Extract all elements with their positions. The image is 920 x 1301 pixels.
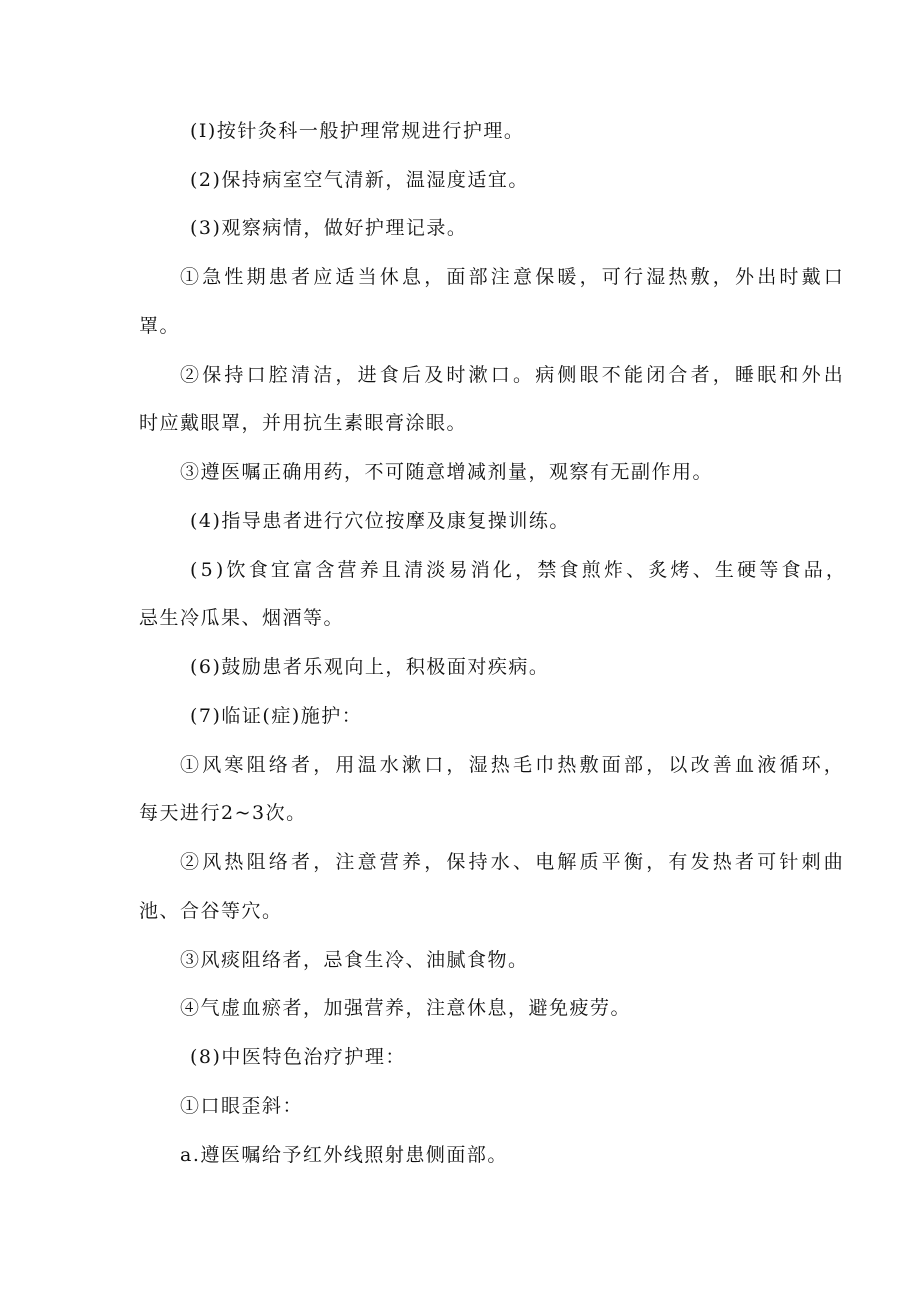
paragraph-line: 忌生冷瓜果、烟酒等。 [139,607,345,629]
paragraph-line: 每天进行2~3次。 [139,802,307,824]
paragraph-line: ①急性期患者应适当休息，面部注意保暖，可行湿热敷，外出时戴口 [180,266,847,288]
paragraph-line: (8)中医特色治疗护理： [190,1046,406,1068]
paragraph-line: ①风寒阻络者，用温水漱口，湿热毛巾热敷面部，以改善血液循环， [180,754,847,776]
paragraph-line: ③风痰阻络者，忌食生冷、油腻食物。 [180,949,529,971]
paragraph-line: (3)观察病情，做好护理记录。 [190,217,468,239]
paragraph-line: ①口眼歪斜： [180,1095,304,1117]
paragraph-line: (5)饮食宜富含营养且清淡易消化，禁食煎炸、炙烤、生硬等食品， [190,559,849,581]
paragraph-line: 罩。 [139,315,181,337]
paragraph-line: (6)鼓励患者乐观向上，积极面对疾病。 [190,656,550,678]
paragraph-line: ②保持口腔清洁，进食后及时漱口。病侧眼不能闭合者，睡眠和外出 [180,364,847,386]
paragraph-line: (7)临证(症)施护： [190,705,363,727]
paragraph-line: a.遵医嘱给予红外线照射患侧面部。 [180,1144,508,1166]
paragraph-line: (I)按针灸科一般护理常规进行护理。 [190,120,525,142]
paragraph-line: ③遵医嘱正确用药，不可随意增减剂量，观察有无副作用。 [180,461,714,483]
paragraph-line: 池、合谷等穴。 [139,900,283,922]
paragraph-line: ②风热阻络者，注意营养，保持水、电解质平衡，有发热者可针刺曲 [180,851,847,873]
paragraph-line: (2)保持病室空气清新，温湿度适宜。 [190,169,529,191]
paragraph-line: ④气虚血瘀者，加强营养，注意休息，避免疲劳。 [180,997,632,1019]
paragraph-line: 时应戴眼罩，并用抗生素眼膏涂眼。 [139,412,468,434]
paragraph-line: (4)指导患者进行穴位按摩及康复操训练。 [190,510,570,532]
